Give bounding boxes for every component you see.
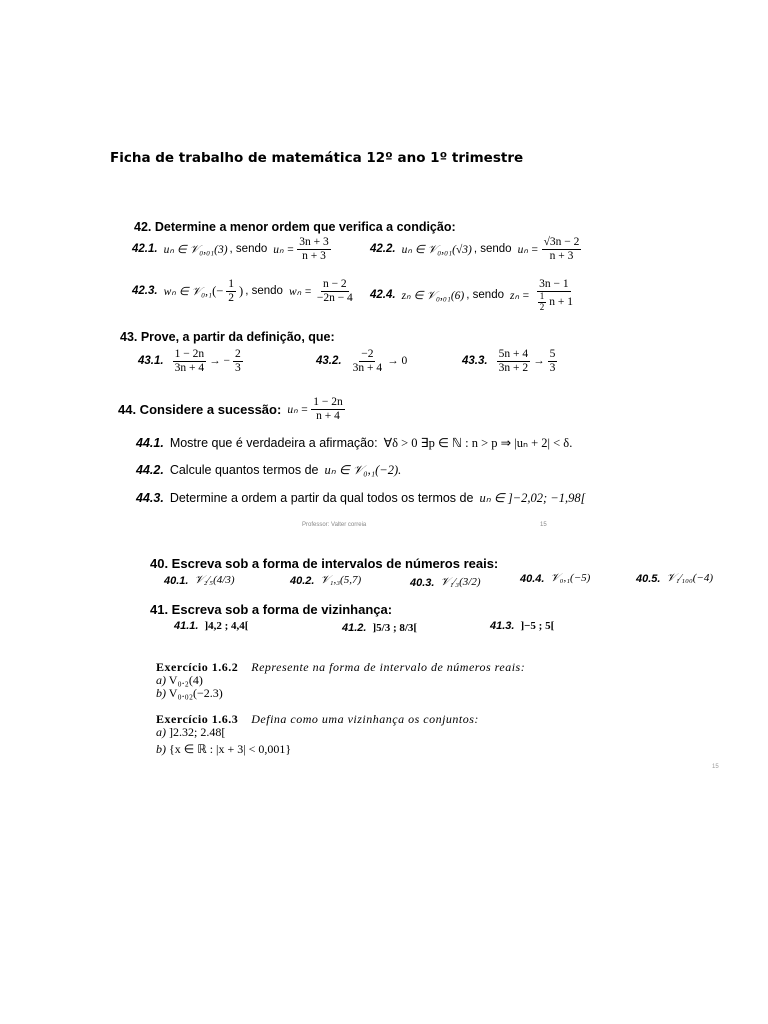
q42-3-numerator: n − 2: [322, 278, 347, 290]
ex162-heading-row: [156, 660, 525, 675]
q42-heading: 42. Determine a menor ordem que verifica a condição:: [134, 220, 456, 234]
q44-item-1: [136, 435, 572, 451]
ex162-description: Represente na forma de intervalo de números reais:: [251, 660, 526, 674]
q43-3-limit-numerator: 5: [549, 348, 556, 360]
q42-3-cond-numerator: 1: [228, 278, 235, 290]
q40-3-label: 40.3.: [410, 576, 435, 589]
q42-4-condition: zₙ ∈ 𝒱₀,₀₁(6): [401, 289, 465, 302]
page-number-2: 15: [712, 764, 719, 770]
q41-3-label: 41.3.: [490, 620, 515, 632]
q43-3-fraction: [497, 348, 531, 374]
q40-4-label: 40.4.: [520, 572, 545, 585]
q42-item-1: [132, 236, 334, 262]
q43-item-1: [138, 348, 246, 374]
q43-1-limit-numerator: 2: [234, 348, 241, 360]
q43-1-arrow: → −: [209, 355, 230, 368]
ex163-b-label: b): [156, 742, 166, 756]
q40-5-label: 40.5.: [636, 572, 661, 585]
q40-2-math: 𝒱₁,₃(5,7): [320, 574, 362, 586]
q42-1-lhs: uₙ =: [273, 244, 295, 257]
q42-2-numerator: √3n − 2: [543, 236, 580, 248]
q40-5-math: 𝒱₁⁄₁₀₀(−4): [666, 572, 714, 584]
ex163-b: [156, 742, 291, 757]
q41-item-3: [490, 620, 554, 632]
q44-2-text: Calcule quantos termos de: [169, 463, 319, 477]
q44-fraction: [311, 396, 345, 422]
q42-1-numerator: 3n + 3: [299, 236, 329, 248]
q44-heading-row: [118, 396, 348, 422]
q44-item-3: [136, 490, 585, 506]
q42-1-denominator: n + 3: [302, 249, 326, 262]
q42-3-open: (−: [212, 283, 224, 298]
q43-2-fraction: [351, 348, 385, 374]
q42-3-denominator: −2n − 4: [316, 291, 353, 304]
q41-3-math: ]−5 ; 5[: [520, 620, 555, 632]
ex163-a-label: a): [156, 725, 166, 739]
q42-4-fraction: [533, 278, 575, 312]
q42-1-condition: uₙ ∈ 𝒱₀,₀₁(3): [163, 243, 228, 256]
q42-3-close: ): [239, 283, 244, 298]
q40-item-4: [520, 572, 590, 585]
q44-1-math: ∀δ > 0 ∃p ∈ ℕ : n > p ⇒ |uₙ + 2| < δ.: [383, 436, 573, 450]
q43-3-denominator: 3n + 2: [498, 361, 529, 374]
q42-2-lhs: uₙ =: [517, 244, 539, 257]
q43-3-limit: [548, 348, 558, 374]
ex162-b-math: V₀.₀₂(−2.3): [168, 686, 223, 700]
q42-3-fraction: [315, 278, 355, 304]
q40-item-3: [410, 576, 481, 589]
q43-1-limit-denominator: 3: [234, 361, 241, 374]
q44-1-label: 44.1.: [136, 436, 164, 450]
q41-2-math: ]5/3 ; 8/3[: [372, 622, 418, 634]
q44-numerator: 1 − 2n: [313, 396, 343, 408]
q42-4-inner-denominator: 2: [539, 301, 545, 312]
q43-1-label: 43.1.: [138, 355, 164, 368]
q42-4-denominator: [533, 292, 575, 313]
ex162-a-math: V₀.₂(4): [168, 673, 203, 687]
ex162-a-label: a): [156, 673, 166, 687]
ex163-b-math: {x ∈ ℝ : |x + 3| < 0,001}: [169, 742, 292, 756]
q42-3-label: 42.3.: [132, 285, 158, 298]
q42-2-fraction: [542, 236, 582, 262]
q40-1-math: 𝒱₂⁄₅(4/3): [194, 574, 235, 586]
q43-1-fraction: [173, 348, 207, 374]
q43-item-3: [462, 348, 560, 374]
q40-3-math: 𝒱₁⁄₃(3/2): [440, 576, 481, 588]
q44-2-math: uₙ ∈ 𝒱₀,₁(−2).: [324, 463, 402, 477]
q44-1-text: Mostre que é verdadeira a afirmação:: [169, 436, 378, 450]
q43-2-label: 43.2.: [316, 355, 342, 368]
ex163-a: [156, 725, 225, 740]
footer-professor: Professor: Valter correia: [302, 522, 367, 528]
q42-3-cond-fraction: [226, 278, 236, 304]
ex163-title: Exercício 1.6.3: [156, 712, 239, 726]
q41-item-2: [342, 622, 417, 634]
q42-3-lhs: wₙ =: [288, 286, 312, 299]
q42-4-lhs: zₙ =: [510, 290, 530, 303]
q42-item-2: [370, 236, 584, 262]
q40-1-label: 40.1.: [164, 574, 189, 587]
q43-3-label: 43.3.: [462, 355, 488, 368]
q41-item-1: [174, 620, 248, 632]
q43-3-limit-denominator: 3: [549, 361, 556, 374]
q43-2-denominator: 3n + 4: [352, 361, 383, 374]
q42-4-sendo: , sendo: [466, 289, 504, 302]
q42-4-inner-fraction: [538, 292, 547, 313]
q41-heading: 41. Escreva sob a forma de vizinhança:: [150, 602, 393, 617]
ex162-b: [156, 686, 223, 701]
q43-3-numerator: 5n + 4: [498, 348, 529, 360]
ex162-title: Exercício 1.6.2: [156, 660, 239, 674]
q40-heading: 40. Escreva sob a forma de intervalos de números reais:: [150, 556, 499, 571]
q42-1-fraction: [297, 236, 331, 262]
document-title: Ficha de trabalho de matemática 12º ano 1º trimestre: [110, 150, 524, 166]
q44-heading: 44. Considere a sucessão:: [118, 401, 282, 417]
q41-1-label: 41.1.: [174, 620, 199, 632]
q44-3-math: uₙ ∈ ]−2,02; −1,98[: [479, 491, 586, 505]
q43-heading: 43. Prove, a partir da definição, que:: [120, 330, 335, 344]
q44-item-2: [136, 462, 401, 478]
ex163-a-math: ]2.32; 2.48[: [169, 725, 226, 739]
q43-1-numerator: 1 − 2n: [174, 348, 205, 360]
q42-item-3: [132, 278, 358, 304]
q40-item-2: [290, 574, 361, 587]
q44-3-label: 44.3.: [136, 491, 164, 505]
q40-2-label: 40.2.: [290, 574, 315, 587]
q40-item-5: [636, 572, 713, 585]
q42-3-condition: wₙ ∈ 𝒱₀,₁: [163, 285, 213, 298]
q43-2-numerator: −2: [361, 348, 374, 360]
ex163-description: Defina como uma vizinhança os conjuntos:: [251, 712, 479, 726]
q42-4-label: 42.4.: [370, 289, 396, 302]
q43-1-denominator: 3n + 4: [174, 361, 205, 374]
q44-denominator: n + 4: [316, 409, 340, 422]
q42-2-condition: uₙ ∈ 𝒱₀,₀₁(√3): [401, 243, 472, 256]
q42-2-label: 42.2.: [370, 243, 396, 256]
q44-3-text: Determine a ordem a partir da qual todos os termos de: [169, 491, 474, 505]
q42-3-sendo: , sendo: [245, 285, 283, 298]
q43-item-2: [316, 348, 407, 374]
q42-4-denominator-tail: n + 1: [549, 295, 573, 308]
q43-2-arrow: → 0: [387, 355, 408, 368]
q42-1-sendo: , sendo: [229, 243, 268, 256]
q42-2-sendo: , sendo: [473, 243, 512, 256]
q42-3-cond-denominator: 2: [228, 291, 235, 304]
q41-1-math: ]4,2 ; 4,4[: [204, 620, 249, 632]
q40-4-math: 𝒱₀,₁(−5): [550, 572, 591, 584]
q44-2-label: 44.2.: [136, 463, 164, 477]
q42-item-4: [370, 278, 578, 312]
q42-2-denominator: n + 3: [549, 249, 574, 262]
q43-3-arrow: →: [533, 355, 545, 368]
q44-lhs: uₙ =: [287, 404, 309, 417]
ex162-b-label: b): [156, 686, 166, 700]
footer-page-number: 15: [540, 522, 547, 528]
q42-1-label: 42.1.: [132, 243, 158, 256]
q42-4-inner-numerator: 1: [539, 290, 545, 301]
q41-2-label: 41.2.: [342, 622, 367, 634]
q43-1-limit: [233, 348, 243, 374]
q42-4-numerator: 3n − 1: [539, 278, 569, 290]
q40-item-1: [164, 574, 235, 587]
